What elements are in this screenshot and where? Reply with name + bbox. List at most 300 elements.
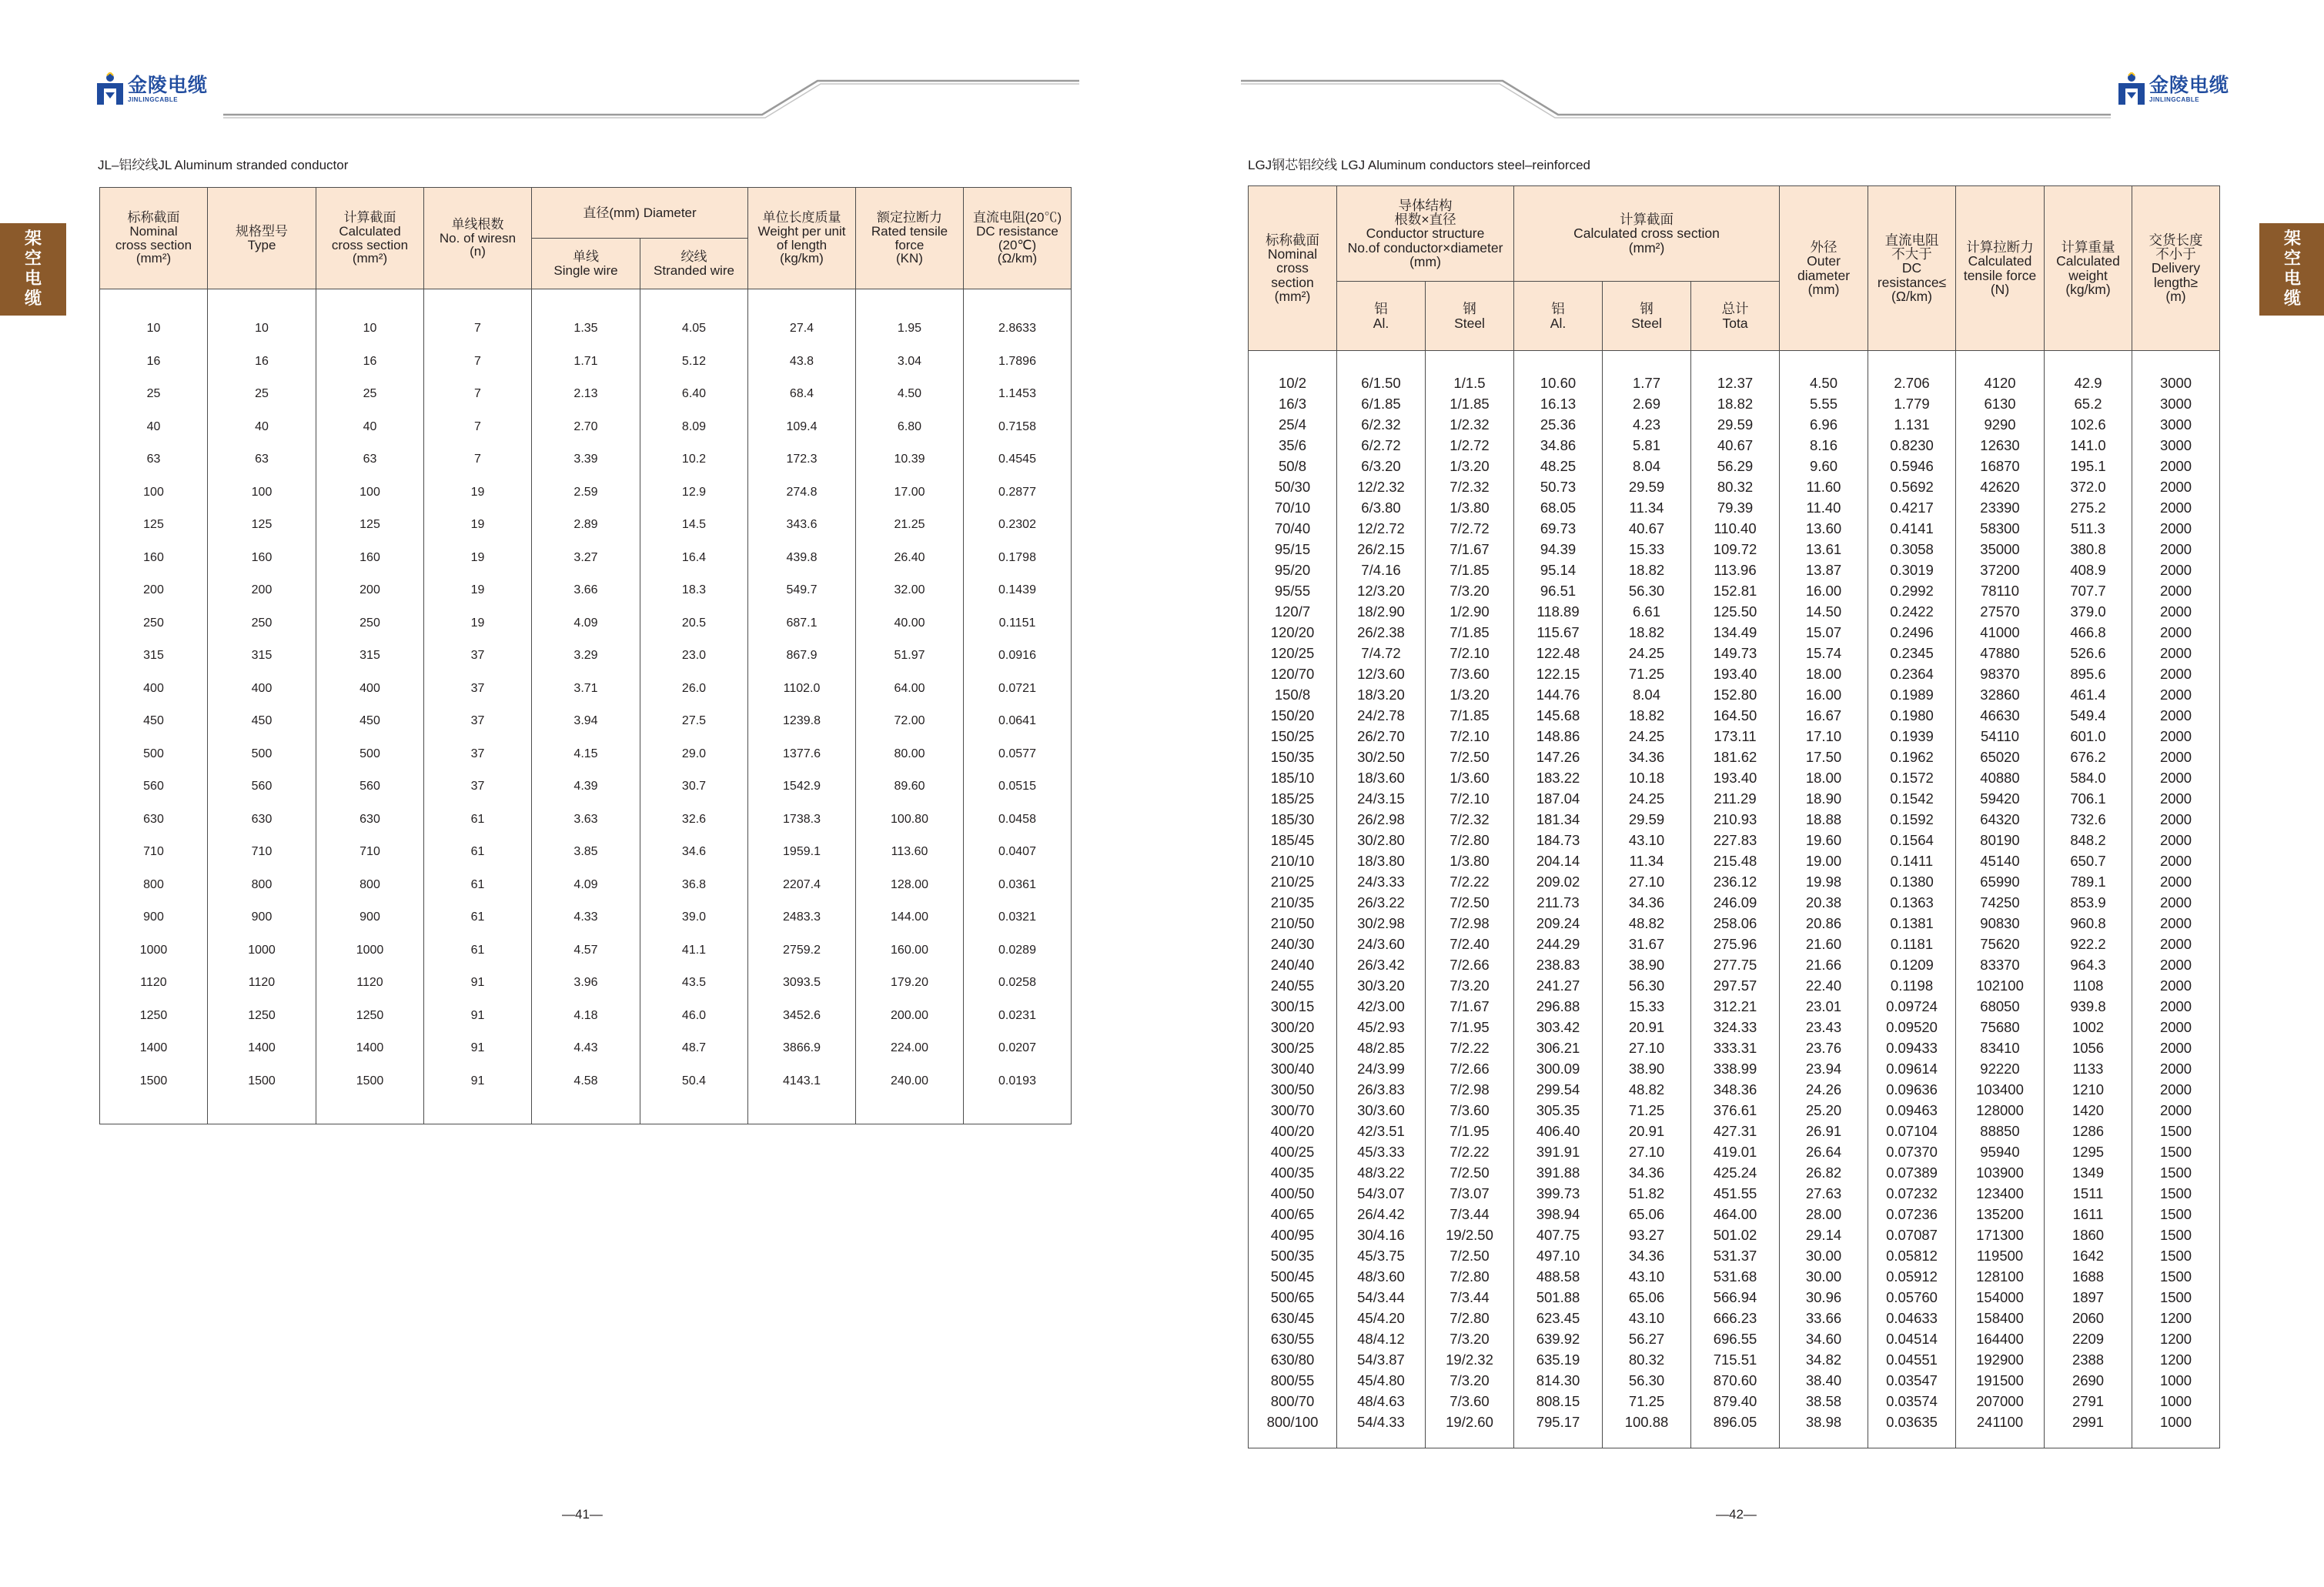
table-cell: 13.87 xyxy=(1780,560,1868,580)
table-cell: 160.00 xyxy=(856,934,964,967)
table-cell: 315 xyxy=(208,640,316,673)
table-cell: 376.61 xyxy=(1691,1100,1780,1121)
table-cell: 43.10 xyxy=(1603,1266,1691,1287)
table-cell: 50.4 xyxy=(640,1065,748,1098)
table-cell: 1349 xyxy=(2045,1162,2132,1183)
table-cell: 191500 xyxy=(1956,1370,2045,1391)
table-cell: 75620 xyxy=(1956,934,2045,954)
table-cell: 6/3.20 xyxy=(1337,456,1426,476)
table-cell: 7/2.50 xyxy=(1426,1245,1514,1266)
table-cell: 7/3.20 xyxy=(1426,975,1514,996)
table-row xyxy=(100,312,1072,346)
table-cell: 0.07236 xyxy=(1868,1204,1956,1224)
table-cell: 1133 xyxy=(2045,1058,2132,1079)
table-cell: 0.1181 xyxy=(1868,934,1956,954)
table-cell: 0.04633 xyxy=(1868,1308,1956,1328)
table-cell: 0.0916 xyxy=(964,640,1072,673)
table-cell: 7/3.20 xyxy=(1426,1328,1514,1349)
table-cell: 3.04 xyxy=(856,346,964,379)
table-cell: 391.88 xyxy=(1514,1162,1603,1183)
table-cell: 2690 xyxy=(2045,1370,2132,1391)
table-cell: 26.40 xyxy=(856,542,964,575)
table-cell: 45/4.80 xyxy=(1337,1370,1426,1391)
table-cell: 18.82 xyxy=(1603,560,1691,580)
table-cell: 639.92 xyxy=(1514,1328,1603,1349)
table-row xyxy=(1249,1141,2220,1162)
table-cell: 3.39 xyxy=(532,443,640,476)
table-cell: 4.05 xyxy=(640,312,748,346)
table-cell: 6/3.80 xyxy=(1337,497,1426,518)
table-cell: 0.03574 xyxy=(1868,1391,1956,1412)
table-cell: 40.67 xyxy=(1691,435,1780,456)
table-cell: 125 xyxy=(208,509,316,542)
table-cell: 236.12 xyxy=(1691,871,1780,892)
table-cell: 98370 xyxy=(1956,663,2045,684)
table-cell: 0.1564 xyxy=(1868,830,1956,850)
table-cell: 35/6 xyxy=(1249,435,1337,456)
table-cell: 7/2.50 xyxy=(1426,1162,1514,1183)
table-cell: 0.2496 xyxy=(1868,622,1956,643)
table-cell: 0.07389 xyxy=(1868,1162,1956,1183)
table-cell: 2000 xyxy=(2132,830,2220,850)
table-cell: 5.81 xyxy=(1603,435,1691,456)
table-cell: 46.0 xyxy=(640,1000,748,1033)
table-cell: 500 xyxy=(316,738,424,771)
table-cell: 2000 xyxy=(2132,1079,2220,1100)
table-cell: 6/2.32 xyxy=(1337,414,1426,435)
table-cell: 275.2 xyxy=(2045,497,2132,518)
table-cell: 68050 xyxy=(1956,996,2045,1017)
table-cell: 40880 xyxy=(1956,767,2045,788)
table-row xyxy=(1249,1079,2220,1100)
table-cell: 419.01 xyxy=(1691,1141,1780,1162)
table-row xyxy=(1249,663,2220,684)
table-cell: 3866.9 xyxy=(748,1032,856,1065)
table-cell: 1002 xyxy=(2045,1017,2132,1037)
table-cell: 37 xyxy=(424,770,532,804)
spacer-cell xyxy=(532,1098,640,1124)
table-cell: 185/25 xyxy=(1249,788,1337,809)
table-cell: 10.2 xyxy=(640,443,748,476)
table-cell: 41.1 xyxy=(640,934,748,967)
table-cell: 1/1.5 xyxy=(1426,373,1514,393)
table-cell: 531.37 xyxy=(1691,1245,1780,1266)
table-cell: 0.03635 xyxy=(1868,1412,1956,1432)
table-cell: 400/95 xyxy=(1249,1224,1337,1245)
table-cell: 7/1.95 xyxy=(1426,1017,1514,1037)
table-cell: 0.2364 xyxy=(1868,663,1956,684)
table-cell: 2000 xyxy=(2132,871,2220,892)
table-cell: 13.60 xyxy=(1780,518,1868,539)
table-cell: 0.0231 xyxy=(964,1000,1072,1033)
table-cell: 800/70 xyxy=(1249,1391,1337,1412)
table-cell: 4.18 xyxy=(532,1000,640,1033)
table-cell: 26/2.98 xyxy=(1337,809,1426,830)
table-cell: 6.40 xyxy=(640,378,748,411)
table-cell: 2000 xyxy=(2132,1058,2220,1079)
spacer-cell xyxy=(1514,351,1603,373)
table-cell: 48.7 xyxy=(640,1032,748,1065)
table-cell: 7/1.85 xyxy=(1426,705,1514,726)
table-cell: 15.33 xyxy=(1603,539,1691,560)
table-cell: 0.1989 xyxy=(1868,684,1956,705)
table-cell: 9290 xyxy=(1956,414,2045,435)
table-cell: 1102.0 xyxy=(748,673,856,706)
table-cell: 4.50 xyxy=(1780,373,1868,393)
table-cell: 3.29 xyxy=(532,640,640,673)
table-cell: 80.00 xyxy=(856,738,964,771)
table-cell: 70/10 xyxy=(1249,497,1337,518)
table-cell: 1250 xyxy=(208,1000,316,1033)
table-cell: 895.6 xyxy=(2045,663,2132,684)
table-cell: 7 xyxy=(424,411,532,444)
table-cell: 300/20 xyxy=(1249,1017,1337,1037)
table-cell: 103900 xyxy=(1956,1162,2045,1183)
table-cell: 795.17 xyxy=(1514,1412,1603,1432)
table-cell: 0.09463 xyxy=(1868,1100,1956,1121)
table-cell: 380.8 xyxy=(2045,539,2132,560)
col-nominal: 标称截面 Nominal cross section (mm²) xyxy=(1249,186,1337,351)
table-row xyxy=(1249,1204,2220,1224)
table-cell: 1/3.20 xyxy=(1426,684,1514,705)
header-rule-right xyxy=(1241,77,2118,119)
table-cell: 79.39 xyxy=(1691,497,1780,518)
table-cell: 48/3.60 xyxy=(1337,1266,1426,1287)
table-cell: 1.77 xyxy=(1603,373,1691,393)
table-cell: 2000 xyxy=(2132,767,2220,788)
table-cell: 241100 xyxy=(1956,1412,2045,1432)
table-cell: 50/8 xyxy=(1249,456,1337,476)
table-cell: 54/3.44 xyxy=(1337,1287,1426,1308)
table-cell: 800/100 xyxy=(1249,1412,1337,1432)
table-row xyxy=(1249,934,2220,954)
table-cell: 1400 xyxy=(316,1032,424,1065)
table-cell: 21.60 xyxy=(1780,934,1868,954)
table-cell: 303.42 xyxy=(1514,1017,1603,1037)
table-row xyxy=(1249,767,2220,788)
table-row xyxy=(1249,1121,2220,1141)
table-cell: 120/20 xyxy=(1249,622,1337,643)
col-stranded-wire: 绞线 Stranded wire xyxy=(640,239,748,289)
table-cell: 3452.6 xyxy=(748,1000,856,1033)
table-cell: 183.22 xyxy=(1514,767,1603,788)
table-row xyxy=(1249,684,2220,705)
table-cell: 1120 xyxy=(100,967,208,1000)
table-cell: 145.68 xyxy=(1514,705,1603,726)
table-cell: 0.0321 xyxy=(964,901,1072,934)
table-cell: 7/2.22 xyxy=(1426,871,1514,892)
table-cell: 63 xyxy=(208,443,316,476)
table-cell: 1400 xyxy=(208,1032,316,1065)
table-cell: 224.00 xyxy=(856,1032,964,1065)
table-cell: 27.63 xyxy=(1780,1183,1868,1204)
table-cell: 68.05 xyxy=(1514,497,1603,518)
table-cell: 0.1363 xyxy=(1868,892,1956,913)
table-cell: 3.94 xyxy=(532,705,640,738)
table-row xyxy=(100,804,1072,837)
table-cell: 65.2 xyxy=(2045,393,2132,414)
table-cell: 34.36 xyxy=(1603,1162,1691,1183)
table-cell: 95/15 xyxy=(1249,539,1337,560)
table-cell: 25.20 xyxy=(1780,1100,1868,1121)
table-cell: 630 xyxy=(208,804,316,837)
table-cell: 26/2.15 xyxy=(1337,539,1426,560)
table-cell: 1420 xyxy=(2045,1100,2132,1121)
table-cell: 710 xyxy=(208,836,316,869)
table-cell: 1500 xyxy=(2132,1204,2220,1224)
header-rule-left xyxy=(223,77,1085,119)
table-cell: 144.76 xyxy=(1514,684,1603,705)
table-cell: 65.06 xyxy=(1603,1204,1691,1224)
table-cell: 96.51 xyxy=(1514,580,1603,601)
table-cell: 706.1 xyxy=(2045,788,2132,809)
table-cell: 109.4 xyxy=(748,411,856,444)
side-tab-left xyxy=(0,223,66,316)
table-cell: 64320 xyxy=(1956,809,2045,830)
table-cell: 16.00 xyxy=(1780,580,1868,601)
table-cell: 1/3.80 xyxy=(1426,497,1514,518)
table-cell: 297.57 xyxy=(1691,975,1780,996)
table-cell: 51.97 xyxy=(856,640,964,673)
table-cell: 61 xyxy=(424,934,532,967)
table-cell: 21.66 xyxy=(1780,954,1868,975)
table-cell: 7/2.10 xyxy=(1426,788,1514,809)
table-cell: 2000 xyxy=(2132,809,2220,830)
table-cell: 1/1.85 xyxy=(1426,393,1514,414)
table-cell: 808.15 xyxy=(1514,1391,1603,1412)
table-cell: 300/40 xyxy=(1249,1058,1337,1079)
table-cell: 1239.8 xyxy=(748,705,856,738)
table-cell: 488.58 xyxy=(1514,1266,1603,1287)
brand-name: 金陵电缆 xyxy=(2149,74,2230,96)
table-cell: 601.0 xyxy=(2045,726,2132,747)
col-calc-steel: 钢 Steel xyxy=(1603,282,1691,351)
table-cell: 343.6 xyxy=(748,509,856,542)
table-cell: 2483.3 xyxy=(748,901,856,934)
table-cell: 1511 xyxy=(2045,1183,2132,1204)
table-cell: 185/45 xyxy=(1249,830,1337,850)
table-cell: 4.23 xyxy=(1603,414,1691,435)
table-cell: 45/3.33 xyxy=(1337,1141,1426,1162)
table-cell: 18.90 xyxy=(1780,788,1868,809)
table-cell: 7/1.67 xyxy=(1426,539,1514,560)
table-row xyxy=(100,542,1072,575)
table-cell: 118.89 xyxy=(1514,601,1603,622)
table-cell: 1000 xyxy=(2132,1412,2220,1432)
table-spacer-row xyxy=(1249,1432,2220,1448)
table-cell: 7/3.20 xyxy=(1426,580,1514,601)
table-cell: 6/1.50 xyxy=(1337,373,1426,393)
table-cell: 207000 xyxy=(1956,1391,2045,1412)
table-cell: 7/4.72 xyxy=(1337,643,1426,663)
table-cell: 54/3.07 xyxy=(1337,1183,1426,1204)
table-cell: 15.74 xyxy=(1780,643,1868,663)
table-cell: 35000 xyxy=(1956,539,2045,560)
col-calculated: 计算截面 Calculated cross section (mm²) xyxy=(1514,186,1780,282)
table-cell: 164.50 xyxy=(1691,705,1780,726)
table-cell: 63 xyxy=(100,443,208,476)
table-cell: 7/3.44 xyxy=(1426,1204,1514,1224)
table-row xyxy=(1249,975,2220,996)
table-cell: 1.131 xyxy=(1868,414,1956,435)
col-calc-total: 总计 Tota xyxy=(1691,282,1780,351)
table-cell: 30/2.50 xyxy=(1337,747,1426,767)
table-row xyxy=(1249,726,2220,747)
table-cell: 584.0 xyxy=(2045,767,2132,788)
table-cell: 17.50 xyxy=(1780,747,1868,767)
spacer-cell xyxy=(1868,1432,1956,1448)
table-cell: 870.60 xyxy=(1691,1370,1780,1391)
side-tab-label: 架空电缆 xyxy=(2283,229,2301,309)
table-cell: 2000 xyxy=(2132,518,2220,539)
table-cell: 30/4.16 xyxy=(1337,1224,1426,1245)
table-row xyxy=(1249,830,2220,850)
table-cell: 18/3.80 xyxy=(1337,850,1426,871)
table-cell: 16 xyxy=(208,346,316,379)
table-cell: 26.82 xyxy=(1780,1162,1868,1183)
table-cell: 16 xyxy=(100,346,208,379)
table-row xyxy=(1249,1266,2220,1287)
table-cell: 2.59 xyxy=(532,476,640,510)
table-cell: 37200 xyxy=(1956,560,2045,580)
table-cell: 2.13 xyxy=(532,378,640,411)
table-cell: 2791 xyxy=(2045,1391,2132,1412)
table-row xyxy=(100,673,1072,706)
table-cell: 676.2 xyxy=(2045,747,2132,767)
table-cell: 110.40 xyxy=(1691,518,1780,539)
table-cell: 88850 xyxy=(1956,1121,2045,1141)
table-cell: 18.3 xyxy=(640,574,748,607)
table-cell: 30/3.60 xyxy=(1337,1100,1426,1121)
spacer-cell xyxy=(964,1098,1072,1124)
table-cell: 1/3.20 xyxy=(1426,456,1514,476)
spacer-cell xyxy=(1337,351,1426,373)
spacer-cell xyxy=(748,289,856,313)
table-cell: 0.05912 xyxy=(1868,1266,1956,1287)
table-cell: 3.85 xyxy=(532,836,640,869)
table-cell: 200 xyxy=(316,574,424,607)
table-cell: 148.86 xyxy=(1514,726,1603,747)
table-cell: 27.10 xyxy=(1603,1037,1691,1058)
table-cell: 0.4141 xyxy=(1868,518,1956,539)
table-cell: 1/3.60 xyxy=(1426,767,1514,788)
table-cell: 30.7 xyxy=(640,770,748,804)
table-cell: 34.36 xyxy=(1603,747,1691,767)
table-row xyxy=(1249,1328,2220,1349)
table-cell: 3.66 xyxy=(532,574,640,607)
table-spacer-row xyxy=(100,289,1072,313)
table-cell: 1.35 xyxy=(532,312,640,346)
table-cell: 258.06 xyxy=(1691,913,1780,934)
table-cell: 630/55 xyxy=(1249,1328,1337,1349)
table-cell: 20.86 xyxy=(1780,913,1868,934)
table-cell: 900 xyxy=(316,901,424,934)
table-cell: 2000 xyxy=(2132,850,2220,871)
table-cell: 501.88 xyxy=(1514,1287,1603,1308)
table-row xyxy=(100,378,1072,411)
table-row xyxy=(100,738,1072,771)
table-cell: 549.4 xyxy=(2045,705,2132,726)
page-number-right: —42— xyxy=(1716,1507,1757,1522)
table-cell: 20.91 xyxy=(1603,1017,1691,1037)
table-cell: 1500 xyxy=(2132,1162,2220,1183)
table-cell: 1.1453 xyxy=(964,378,1072,411)
table-cell: 45/4.20 xyxy=(1337,1308,1426,1328)
table-cell: 2000 xyxy=(2132,954,2220,975)
table-spacer-row xyxy=(100,1098,1072,1124)
table-cell: 1000 xyxy=(316,934,424,967)
table-cell: 58300 xyxy=(1956,518,2045,539)
table-cell: 560 xyxy=(208,770,316,804)
spacer-cell xyxy=(316,1098,424,1124)
table-cell: 0.2877 xyxy=(964,476,1072,510)
table-row xyxy=(1249,1224,2220,1245)
table-cell: 0.09614 xyxy=(1868,1058,1956,1079)
table-row xyxy=(100,607,1072,640)
table-cell: 0.1798 xyxy=(964,542,1072,575)
spacer-cell xyxy=(1956,1432,2045,1448)
table-cell: 696.55 xyxy=(1691,1328,1780,1349)
table-cell: 497.10 xyxy=(1514,1245,1603,1266)
table-cell: 33.66 xyxy=(1780,1308,1868,1328)
table-cell: 25 xyxy=(208,378,316,411)
table-cell: 7/3.20 xyxy=(1426,1370,1514,1391)
table-cell: 8.04 xyxy=(1603,456,1691,476)
jl-conductor-table xyxy=(99,187,1072,1124)
spacer-cell xyxy=(2045,1432,2132,1448)
table-cell: 23390 xyxy=(1956,497,2045,518)
table-cell: 500/35 xyxy=(1249,1245,1337,1266)
col-outer-diameter: 外径 Outer diameter (mm) xyxy=(1780,186,1868,351)
table-cell: 40 xyxy=(100,411,208,444)
table-cell: 128000 xyxy=(1956,1100,2045,1121)
table-cell: 635.19 xyxy=(1514,1349,1603,1370)
table-cell: 3000 xyxy=(2132,414,2220,435)
table-cell: 95/20 xyxy=(1249,560,1337,580)
table-cell: 8.04 xyxy=(1603,684,1691,705)
table-cell: 24.26 xyxy=(1780,1079,1868,1100)
table-cell: 24/3.15 xyxy=(1337,788,1426,809)
table-cell: 0.5692 xyxy=(1868,476,1956,497)
table-cell: 16 xyxy=(316,346,424,379)
table-cell: 181.62 xyxy=(1691,747,1780,767)
table-cell: 150/8 xyxy=(1249,684,1337,705)
table-cell: 0.0515 xyxy=(964,770,1072,804)
table-cell: 25.36 xyxy=(1514,414,1603,435)
spacer-cell xyxy=(1691,351,1780,373)
table-cell: 50/30 xyxy=(1249,476,1337,497)
table-cell: 95/55 xyxy=(1249,580,1337,601)
table-cell: 10 xyxy=(100,312,208,346)
table-cell: 0.04514 xyxy=(1868,1328,1956,1349)
table-cell: 630/45 xyxy=(1249,1308,1337,1328)
table-cell: 511.3 xyxy=(2045,518,2132,539)
table-cell: 427.31 xyxy=(1691,1121,1780,1141)
table-cell: 400/25 xyxy=(1249,1141,1337,1162)
table-cell: 80.32 xyxy=(1691,476,1780,497)
table-row xyxy=(1249,1183,2220,1204)
table-cell: 172.3 xyxy=(748,443,856,476)
table-cell: 7/3.07 xyxy=(1426,1183,1514,1204)
table-cell: 17.00 xyxy=(856,476,964,510)
table-cell: 0.07087 xyxy=(1868,1224,1956,1245)
table-cell: 29.59 xyxy=(1603,809,1691,830)
table-cell: 0.1592 xyxy=(1868,809,1956,830)
table-cell: 500 xyxy=(208,738,316,771)
table-cell: 7/1.95 xyxy=(1426,1121,1514,1141)
table-cell: 30.96 xyxy=(1780,1287,1868,1308)
table-cell: 38.58 xyxy=(1780,1391,1868,1412)
